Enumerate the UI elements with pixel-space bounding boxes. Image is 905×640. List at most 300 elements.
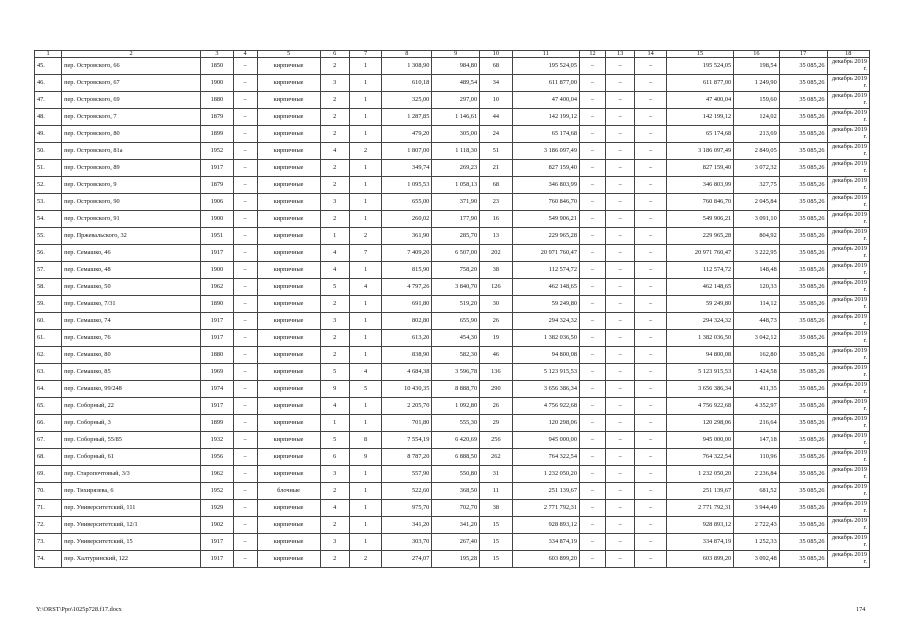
- cell-col13: –: [606, 160, 635, 177]
- cell-col4: –: [233, 143, 257, 160]
- cell-total-cost: 1 232 050,20: [666, 466, 733, 483]
- cell-col13: –: [606, 500, 635, 517]
- cell-col4: –: [233, 517, 257, 534]
- cell-col12: –: [579, 517, 605, 534]
- cell-address: пер. Островского, 7: [62, 109, 201, 126]
- column-header-2: 2: [62, 51, 201, 58]
- cell-col12: –: [579, 228, 605, 245]
- cell-limit-cost: 35 085,26: [779, 551, 827, 568]
- cell-deadline: декабрь 2019 г.: [827, 75, 870, 92]
- cell-deadline: декабрь 2019 г.: [827, 262, 870, 279]
- cell-col12: –: [579, 466, 605, 483]
- cell-residents: 34: [480, 75, 513, 92]
- table-row: [35, 551, 870, 568]
- cell-floors: 3: [320, 313, 349, 330]
- cell-residents: 51: [480, 143, 513, 160]
- cell-cost-per-sqm: 147,18: [734, 432, 780, 449]
- cell-total-cost: 20 971 760,47: [666, 245, 733, 262]
- table-row: [35, 517, 870, 534]
- cell-deadline: декабрь 2019 г.: [827, 211, 870, 228]
- cell-year-built: 1974: [201, 381, 234, 398]
- cell-col13: –: [606, 415, 635, 432]
- cell-col4: –: [233, 177, 257, 194]
- cell-living-area: 195,28: [432, 551, 480, 568]
- cell-col14: –: [635, 347, 666, 364]
- cell-residents: 30: [480, 296, 513, 313]
- cell-living-area: 368,50: [432, 483, 480, 500]
- cell-total-cost: 59 249,80: [666, 296, 733, 313]
- table-row: [35, 415, 870, 432]
- cell-col14: –: [635, 262, 666, 279]
- cell-col14: –: [635, 551, 666, 568]
- table-row: [35, 177, 870, 194]
- cell-row-number: 62.: [35, 347, 62, 364]
- cell-total-area: 975,70: [382, 500, 432, 517]
- cell-address: пер. Соборный, 55/85: [62, 432, 201, 449]
- cell-address: пер. Семашко, 80: [62, 347, 201, 364]
- cell-entrances: 4: [349, 364, 382, 381]
- cell-cost: 760 846,70: [512, 194, 579, 211]
- table-row: [35, 364, 870, 381]
- cell-col14: –: [635, 228, 666, 245]
- cell-total-cost: 346 803,99: [666, 177, 733, 194]
- cell-col13: –: [606, 313, 635, 330]
- cell-residents: 136: [480, 364, 513, 381]
- cell-address: пер. Старопочтовый, 3/3: [62, 466, 201, 483]
- cell-total-area: 8 787,20: [382, 449, 432, 466]
- cell-col4: –: [233, 296, 257, 313]
- cell-residents: 19: [480, 330, 513, 347]
- cell-cost-per-sqm: 198,54: [734, 58, 780, 75]
- cell-residents: 262: [480, 449, 513, 466]
- column-header-18: 18: [827, 51, 870, 58]
- cell-total-cost: 195 524,05: [666, 58, 733, 75]
- column-header-3: 3: [201, 51, 234, 58]
- cell-total-area: 349,74: [382, 160, 432, 177]
- cell-entrances: 1: [349, 160, 382, 177]
- cell-year-built: 1890: [201, 296, 234, 313]
- cell-row-number: 58.: [35, 279, 62, 296]
- cell-col4: –: [233, 364, 257, 381]
- cell-deadline: декабрь 2019 г.: [827, 228, 870, 245]
- table-row: [35, 143, 870, 160]
- cell-cost-per-sqm: 2 722,43: [734, 517, 780, 534]
- table-row: [35, 228, 870, 245]
- cell-deadline: декабрь 2019 г.: [827, 381, 870, 398]
- cell-total-cost: 251 139,67: [666, 483, 733, 500]
- cell-cost: 251 139,67: [512, 483, 579, 500]
- cell-cost: 142 199,12: [512, 109, 579, 126]
- column-number-header-row: [35, 51, 870, 58]
- cell-total-cost: 4 756 922,68: [666, 398, 733, 415]
- cell-col13: –: [606, 381, 635, 398]
- cell-col12: –: [579, 483, 605, 500]
- cell-cost: 2 771 792,31: [512, 500, 579, 517]
- cell-cost-per-sqm: 411,35: [734, 381, 780, 398]
- cell-living-area: 3 840,70: [432, 279, 480, 296]
- cell-limit-cost: 35 085,26: [779, 517, 827, 534]
- cell-cost: 603 899,20: [512, 551, 579, 568]
- cell-total-area: 7 554,19: [382, 432, 432, 449]
- cell-floors: 2: [320, 347, 349, 364]
- cell-limit-cost: 35 085,26: [779, 483, 827, 500]
- cell-wall-material: кирпичные: [257, 75, 320, 92]
- cell-col13: –: [606, 126, 635, 143]
- cell-living-area: 305,00: [432, 126, 480, 143]
- cell-cost: 1 382 036,50: [512, 330, 579, 347]
- cell-col4: –: [233, 228, 257, 245]
- cell-wall-material: кирпичные: [257, 262, 320, 279]
- cell-total-cost: 760 846,70: [666, 194, 733, 211]
- cell-entrances: 1: [349, 211, 382, 228]
- cell-cost-per-sqm: 216,64: [734, 415, 780, 432]
- cell-year-built: 1952: [201, 143, 234, 160]
- cell-entrances: 1: [349, 415, 382, 432]
- cell-col14: –: [635, 415, 666, 432]
- cell-wall-material: кирпичные: [257, 92, 320, 109]
- cell-col14: –: [635, 143, 666, 160]
- cell-entrances: 7: [349, 245, 382, 262]
- cell-col13: –: [606, 211, 635, 228]
- cell-cost: 59 249,80: [512, 296, 579, 313]
- cell-row-number: 54.: [35, 211, 62, 228]
- cell-entrances: 1: [349, 313, 382, 330]
- cell-wall-material: кирпичные: [257, 466, 320, 483]
- cell-entrances: 2: [349, 143, 382, 160]
- cell-limit-cost: 35 085,26: [779, 245, 827, 262]
- cell-total-cost: 3 656 386,34: [666, 381, 733, 398]
- cell-wall-material: кирпичные: [257, 58, 320, 75]
- cell-address: пер. Соборный, 61: [62, 449, 201, 466]
- cell-floors: 2: [320, 330, 349, 347]
- cell-wall-material: кирпичные: [257, 296, 320, 313]
- cell-cost-per-sqm: 3 092,48: [734, 551, 780, 568]
- cell-floors: 2: [320, 211, 349, 228]
- column-header-8: 8: [382, 51, 432, 58]
- cell-deadline: декабрь 2019 г.: [827, 126, 870, 143]
- cell-residents: 10: [480, 92, 513, 109]
- cell-col13: –: [606, 432, 635, 449]
- cell-total-cost: 294 324,32: [666, 313, 733, 330]
- cell-deadline: декабрь 2019 г.: [827, 415, 870, 432]
- cell-total-cost: 334 874,19: [666, 534, 733, 551]
- cell-deadline: декабрь 2019 г.: [827, 194, 870, 211]
- cell-cost-per-sqm: 162,80: [734, 347, 780, 364]
- cell-row-number: 61.: [35, 330, 62, 347]
- cell-total-cost: 120 298,06: [666, 415, 733, 432]
- cell-cost: 229 965,28: [512, 228, 579, 245]
- cell-year-built: 1906: [201, 194, 234, 211]
- cell-col12: –: [579, 160, 605, 177]
- cell-living-area: 1 118,30: [432, 143, 480, 160]
- cell-col12: –: [579, 75, 605, 92]
- cell-living-area: 984,80: [432, 58, 480, 75]
- cell-col12: –: [579, 330, 605, 347]
- cell-limit-cost: 35 085,26: [779, 109, 827, 126]
- cell-entrances: 1: [349, 194, 382, 211]
- cell-wall-material: кирпичные: [257, 517, 320, 534]
- cell-wall-material: кирпичные: [257, 143, 320, 160]
- cell-limit-cost: 35 085,26: [779, 534, 827, 551]
- cell-year-built: 1899: [201, 415, 234, 432]
- cell-row-number: 71.: [35, 500, 62, 517]
- cell-floors: 1: [320, 415, 349, 432]
- table-row: [35, 466, 870, 483]
- cell-floors: 6: [320, 449, 349, 466]
- cell-cost-per-sqm: 681,52: [734, 483, 780, 500]
- cell-address: пер. Островского, 66: [62, 58, 201, 75]
- cell-wall-material: кирпичные: [257, 398, 320, 415]
- cell-col13: –: [606, 177, 635, 194]
- cell-col12: –: [579, 313, 605, 330]
- cell-col4: –: [233, 109, 257, 126]
- cell-col12: –: [579, 381, 605, 398]
- cell-limit-cost: 35 085,26: [779, 177, 827, 194]
- cell-limit-cost: 35 085,26: [779, 228, 827, 245]
- cell-total-area: 325,00: [382, 92, 432, 109]
- cell-limit-cost: 35 085,26: [779, 143, 827, 160]
- cell-total-area: 815,90: [382, 262, 432, 279]
- cell-address: пер. Халтуринский, 122: [62, 551, 201, 568]
- cell-limit-cost: 35 085,26: [779, 330, 827, 347]
- cell-col4: –: [233, 245, 257, 262]
- cell-limit-cost: 35 085,26: [779, 262, 827, 279]
- cell-col14: –: [635, 279, 666, 296]
- cell-deadline: декабрь 2019 г.: [827, 160, 870, 177]
- cell-deadline: декабрь 2019 г.: [827, 517, 870, 534]
- cell-row-number: 70.: [35, 483, 62, 500]
- cell-address: пер. Семашко, 99/248: [62, 381, 201, 398]
- cell-entrances: 1: [349, 92, 382, 109]
- cell-address: пер. Семашко, 46: [62, 245, 201, 262]
- cell-total-cost: 827 159,40: [666, 160, 733, 177]
- cell-cost-per-sqm: 3 042,12: [734, 330, 780, 347]
- cell-total-cost: 462 148,65: [666, 279, 733, 296]
- cell-limit-cost: 35 085,26: [779, 500, 827, 517]
- cell-year-built: 1917: [201, 313, 234, 330]
- cell-total-cost: 5 123 915,53: [666, 364, 733, 381]
- cell-row-number: 60.: [35, 313, 62, 330]
- cell-row-number: 66.: [35, 415, 62, 432]
- cell-col4: –: [233, 398, 257, 415]
- cell-wall-material: блочные: [257, 483, 320, 500]
- cell-residents: 15: [480, 551, 513, 568]
- cell-living-area: 6 888,50: [432, 449, 480, 466]
- cell-entrances: 1: [349, 126, 382, 143]
- cell-row-number: 46.: [35, 75, 62, 92]
- cell-year-built: 1969: [201, 364, 234, 381]
- cell-cost-per-sqm: 2 849,05: [734, 143, 780, 160]
- cell-wall-material: кирпичные: [257, 228, 320, 245]
- cell-floors: 5: [320, 364, 349, 381]
- cell-deadline: декабрь 2019 г.: [827, 551, 870, 568]
- cell-cost-per-sqm: 448,73: [734, 313, 780, 330]
- cell-address: пер. Островского, 67: [62, 75, 201, 92]
- cell-col14: –: [635, 517, 666, 534]
- cell-col14: –: [635, 534, 666, 551]
- cell-cost: 1 232 050,20: [512, 466, 579, 483]
- cell-col13: –: [606, 347, 635, 364]
- cell-col13: –: [606, 364, 635, 381]
- cell-floors: 2: [320, 177, 349, 194]
- cell-floors: 3: [320, 75, 349, 92]
- table-row: [35, 330, 870, 347]
- cell-col12: –: [579, 364, 605, 381]
- cell-total-cost: 603 899,20: [666, 551, 733, 568]
- cell-total-area: 613,20: [382, 330, 432, 347]
- cell-wall-material: кирпичные: [257, 126, 320, 143]
- cell-floors: 3: [320, 534, 349, 551]
- cell-col12: –: [579, 500, 605, 517]
- cell-col4: –: [233, 551, 257, 568]
- cell-total-cost: 3 186 097,49: [666, 143, 733, 160]
- cell-col12: –: [579, 109, 605, 126]
- cell-wall-material: кирпичные: [257, 432, 320, 449]
- cell-year-built: 1917: [201, 245, 234, 262]
- cell-address: пер. Островского, 9: [62, 177, 201, 194]
- cell-wall-material: кирпичные: [257, 313, 320, 330]
- cell-total-area: 7 409,20: [382, 245, 432, 262]
- cell-col12: –: [579, 432, 605, 449]
- cell-entrances: 2: [349, 228, 382, 245]
- cell-residents: 31: [480, 466, 513, 483]
- cell-residents: 21: [480, 160, 513, 177]
- column-header-14: 14: [635, 51, 666, 58]
- cell-living-area: 8 888,70: [432, 381, 480, 398]
- cell-total-cost: 65 174,68: [666, 126, 733, 143]
- cell-col4: –: [233, 160, 257, 177]
- cell-deadline: декабрь 2019 г.: [827, 58, 870, 75]
- cell-row-number: 68.: [35, 449, 62, 466]
- cell-total-area: 303,70: [382, 534, 432, 551]
- cell-cost: 47 400,04: [512, 92, 579, 109]
- cell-row-number: 63.: [35, 364, 62, 381]
- column-header-11: 11: [512, 51, 579, 58]
- cell-cost: 20 971 760,47: [512, 245, 579, 262]
- cell-cost-per-sqm: 3 072,32: [734, 160, 780, 177]
- cell-year-built: 1850: [201, 58, 234, 75]
- cell-entrances: 1: [349, 262, 382, 279]
- cell-residents: 24: [480, 126, 513, 143]
- cell-total-area: 1 308,90: [382, 58, 432, 75]
- cell-col4: –: [233, 381, 257, 398]
- cell-entrances: 1: [349, 330, 382, 347]
- cell-cost: 4 756 922,68: [512, 398, 579, 415]
- cell-col13: –: [606, 330, 635, 347]
- cell-row-number: 51.: [35, 160, 62, 177]
- cell-limit-cost: 35 085,26: [779, 432, 827, 449]
- cell-row-number: 48.: [35, 109, 62, 126]
- cell-floors: 3: [320, 466, 349, 483]
- cell-row-number: 65.: [35, 398, 62, 415]
- column-header-12: 12: [579, 51, 605, 58]
- cell-col14: –: [635, 432, 666, 449]
- cell-row-number: 52.: [35, 177, 62, 194]
- cell-col12: –: [579, 194, 605, 211]
- column-header-6: 6: [320, 51, 349, 58]
- cell-living-area: 6 420,69: [432, 432, 480, 449]
- cell-col12: –: [579, 143, 605, 160]
- cell-wall-material: кирпичные: [257, 551, 320, 568]
- cell-col13: –: [606, 279, 635, 296]
- cell-floors: 9: [320, 381, 349, 398]
- cell-living-area: 454,30: [432, 330, 480, 347]
- cell-cost: 928 893,12: [512, 517, 579, 534]
- cell-cost-per-sqm: 120,33: [734, 279, 780, 296]
- cell-row-number: 72.: [35, 517, 62, 534]
- cell-year-built: 1929: [201, 500, 234, 517]
- cell-entrances: 1: [349, 58, 382, 75]
- cell-cost-per-sqm: 124,02: [734, 109, 780, 126]
- column-header-1: 1: [35, 51, 62, 58]
- cell-col13: –: [606, 58, 635, 75]
- cell-entrances: 1: [349, 296, 382, 313]
- cell-col14: –: [635, 381, 666, 398]
- table-row: [35, 449, 870, 466]
- cell-floors: 2: [320, 58, 349, 75]
- table-row: [35, 92, 870, 109]
- cell-col14: –: [635, 177, 666, 194]
- cell-col12: –: [579, 534, 605, 551]
- cell-entrances: 1: [349, 177, 382, 194]
- cell-row-number: 50.: [35, 143, 62, 160]
- table-row: [35, 262, 870, 279]
- cell-total-area: 701,80: [382, 415, 432, 432]
- cell-total-area: 260,02: [382, 211, 432, 228]
- column-header-13: 13: [606, 51, 635, 58]
- cell-cost-per-sqm: 327,75: [734, 177, 780, 194]
- footer-page-number: 174: [856, 606, 866, 613]
- cell-deadline: декабрь 2019 г.: [827, 330, 870, 347]
- cell-row-number: 67.: [35, 432, 62, 449]
- cell-deadline: декабрь 2019 г.: [827, 347, 870, 364]
- cell-limit-cost: 35 085,26: [779, 296, 827, 313]
- cell-limit-cost: 35 085,26: [779, 58, 827, 75]
- cell-col14: –: [635, 296, 666, 313]
- footer-file-path: Y:\ORST\Ppo\1025p728.f17.docx: [36, 606, 122, 613]
- cell-deadline: декабрь 2019 г.: [827, 92, 870, 109]
- cell-col14: –: [635, 58, 666, 75]
- column-header-7: 7: [349, 51, 382, 58]
- cell-address: пер. Островского, 90: [62, 194, 201, 211]
- cell-year-built: 1900: [201, 211, 234, 228]
- cell-row-number: 59.: [35, 296, 62, 313]
- cell-col14: –: [635, 466, 666, 483]
- cell-cost: 195 524,05: [512, 58, 579, 75]
- cell-entrances: 4: [349, 279, 382, 296]
- cell-year-built: 1879: [201, 109, 234, 126]
- cell-total-area: 802,80: [382, 313, 432, 330]
- cell-limit-cost: 35 085,26: [779, 364, 827, 381]
- cell-wall-material: кирпичные: [257, 449, 320, 466]
- cell-wall-material: кирпичные: [257, 109, 320, 126]
- cell-col12: –: [579, 347, 605, 364]
- cell-floors: 2: [320, 160, 349, 177]
- cell-col13: –: [606, 449, 635, 466]
- cell-cost: 764 322,54: [512, 449, 579, 466]
- column-header-10: 10: [480, 51, 513, 58]
- cell-cost-per-sqm: 1 249,90: [734, 75, 780, 92]
- cell-floors: 3: [320, 194, 349, 211]
- cell-col4: –: [233, 466, 257, 483]
- cell-year-built: 1880: [201, 347, 234, 364]
- cell-col14: –: [635, 211, 666, 228]
- cell-floors: 4: [320, 245, 349, 262]
- cell-total-area: 4 684,38: [382, 364, 432, 381]
- cell-wall-material: кирпичные: [257, 534, 320, 551]
- cell-deadline: декабрь 2019 г.: [827, 245, 870, 262]
- cell-col4: –: [233, 330, 257, 347]
